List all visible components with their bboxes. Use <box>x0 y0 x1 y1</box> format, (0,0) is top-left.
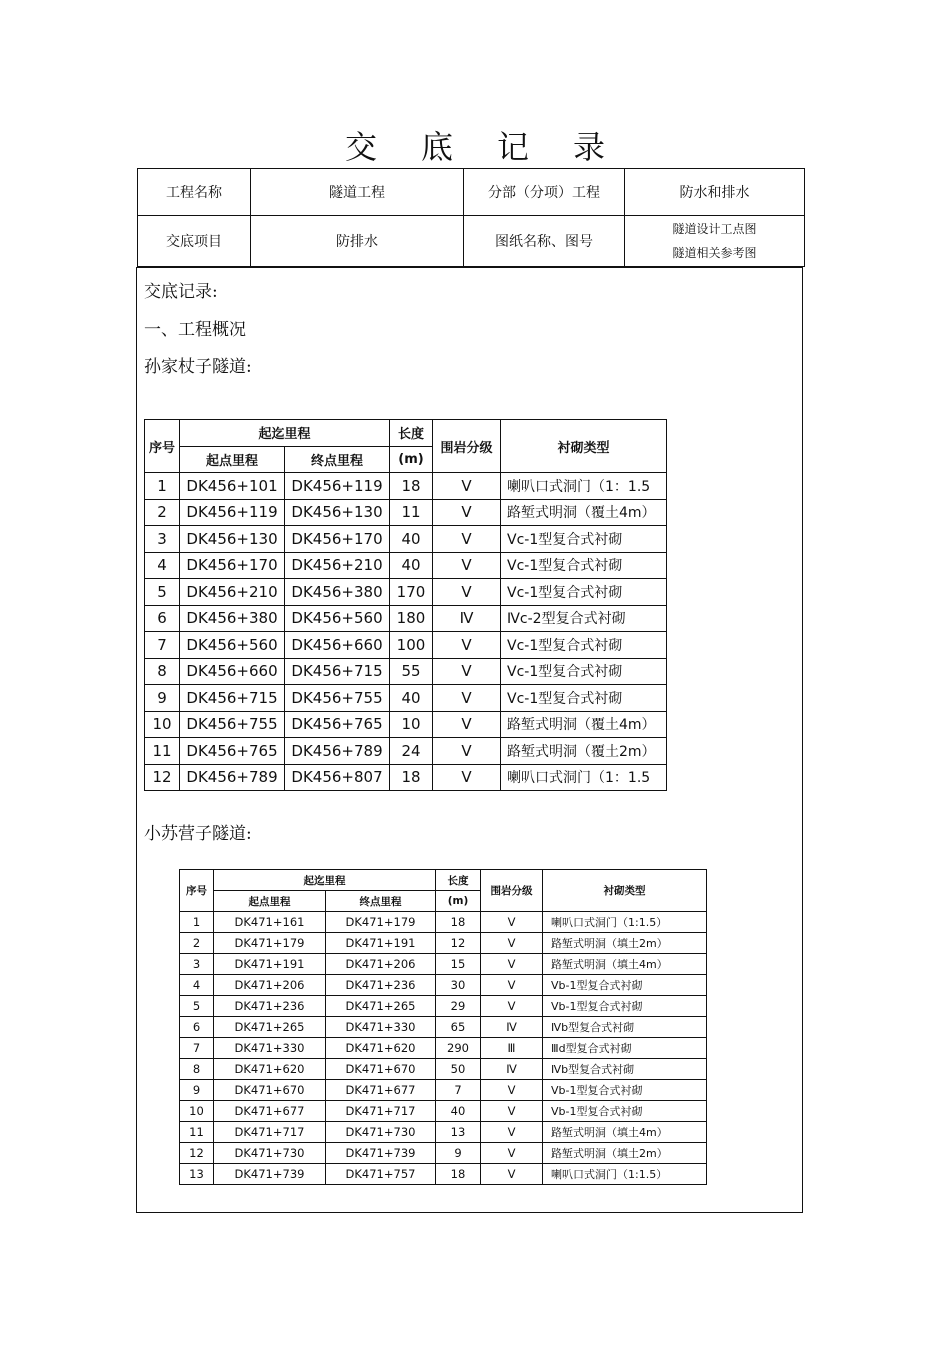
seq-cell: 9 <box>145 685 180 712</box>
length-cell: 290 <box>436 1038 481 1059</box>
length-cell: 10 <box>390 711 433 738</box>
start-cell: DK471+206 <box>214 975 326 996</box>
lining-header: 衬砌类型 <box>543 870 707 912</box>
record-label: 交底记录: <box>144 282 218 302</box>
seq-cell: 12 <box>180 1143 214 1164</box>
length-cell: 29 <box>436 996 481 1017</box>
length-header: 长度 <box>436 870 481 891</box>
rock-cell: Ⅴ <box>481 975 543 996</box>
tunnel2-name: 小苏营子隧道: <box>144 824 252 844</box>
lining-cell: Ⅴb-1型复合式衬砌 <box>543 996 707 1017</box>
length-cell: 18 <box>390 764 433 791</box>
length-cell: 18 <box>390 473 433 500</box>
drawing-value-line: 隧道设计工点图 <box>672 222 757 236</box>
end-cell: DK456+807 <box>285 764 390 791</box>
length-cell: 55 <box>390 658 433 685</box>
length-cell: 180 <box>390 605 433 632</box>
length-cell: 65 <box>436 1017 481 1038</box>
length-cell: 40 <box>390 685 433 712</box>
start-cell: DK456+130 <box>180 526 285 553</box>
lining-cell: Ⅳc-2型复合式衬砌 <box>501 605 667 632</box>
start-cell: DK456+119 <box>180 499 285 526</box>
length-cell: 7 <box>436 1080 481 1101</box>
length-cell: 100 <box>390 632 433 659</box>
start-cell: DK471+236 <box>214 996 326 1017</box>
start-cell: DK471+677 <box>214 1101 326 1122</box>
start-cell: DK471+670 <box>214 1080 326 1101</box>
seq-cell: 13 <box>180 1164 214 1185</box>
lining-cell: Ⅴb-1型复合式衬砌 <box>543 1101 707 1122</box>
end-cell: DK471+677 <box>326 1080 436 1101</box>
subproject-value: 防水和排水 <box>625 169 805 216</box>
rock-cell: Ⅴ <box>433 473 501 500</box>
start-cell: DK456+560 <box>180 632 285 659</box>
seq-cell: 2 <box>145 499 180 526</box>
length-cell: 30 <box>436 975 481 996</box>
table-row <box>180 1017 707 1038</box>
lining-cell: 路堑式明洞（覆土4m） <box>501 711 667 738</box>
seq-cell: 10 <box>180 1101 214 1122</box>
end-cell: DK471+739 <box>326 1143 436 1164</box>
seq-cell: 9 <box>180 1080 214 1101</box>
length-cell: 18 <box>436 1164 481 1185</box>
start-header: 起点里程 <box>214 891 326 912</box>
table-row <box>145 605 667 632</box>
table-row <box>145 499 667 526</box>
end-cell: DK456+560 <box>285 605 390 632</box>
title-char: 录 <box>573 128 606 166</box>
table-row <box>180 933 707 954</box>
length-cell: 15 <box>436 954 481 975</box>
lining-cell: Ⅴb-1型复合式衬砌 <box>543 1080 707 1101</box>
end-cell: DK471+670 <box>326 1059 436 1080</box>
rock-cell: Ⅳ <box>481 1017 543 1038</box>
table-header-row <box>145 420 667 447</box>
lining-cell: 喇叭口式洞门（1：1.5 <box>501 473 667 500</box>
unit-header: (m) <box>436 891 481 912</box>
end-cell: DK456+119 <box>285 473 390 500</box>
title-char: 底 <box>420 128 453 166</box>
seq-cell: 12 <box>145 764 180 791</box>
start-cell: DK456+170 <box>180 552 285 579</box>
rock-cell: Ⅴ <box>433 632 501 659</box>
rock-cell: Ⅴ <box>433 579 501 606</box>
start-cell: DK471+265 <box>214 1017 326 1038</box>
start-cell: DK471+739 <box>214 1164 326 1185</box>
end-cell: DK456+755 <box>285 685 390 712</box>
lining-cell: Ⅴc-1型复合式衬砌 <box>501 526 667 553</box>
end-cell: DK456+715 <box>285 658 390 685</box>
end-cell: DK471+717 <box>326 1101 436 1122</box>
rock-cell: Ⅴ <box>433 552 501 579</box>
rock-cell: Ⅲ <box>481 1038 543 1059</box>
lining-cell: Ⅴc-1型复合式衬砌 <box>501 579 667 606</box>
length-cell: 24 <box>390 738 433 765</box>
seq-cell: 2 <box>180 933 214 954</box>
table-row <box>145 738 667 765</box>
title-char: 交 <box>344 128 377 166</box>
tunnel1-name: 孙家杖子隧道: <box>144 357 252 377</box>
start-cell: DK456+765 <box>180 738 285 765</box>
start-cell: DK456+210 <box>180 579 285 606</box>
item-value: 防排水 <box>251 216 464 267</box>
rock-cell: Ⅴ <box>433 685 501 712</box>
table-row <box>180 1038 707 1059</box>
lining-cell: 喇叭口式洞门（1：1.5 <box>501 764 667 791</box>
header-row <box>138 216 805 267</box>
lining-cell: 喇叭口式洞门（1:1.5） <box>543 1164 707 1185</box>
table-row <box>180 954 707 975</box>
table-row <box>145 526 667 553</box>
rock-cell: Ⅴ <box>481 1143 543 1164</box>
start-cell: DK471+191 <box>214 954 326 975</box>
rock-cell: Ⅴ <box>481 996 543 1017</box>
subproject-label: 分部（分项）工程 <box>464 169 625 216</box>
seq-cell: 6 <box>145 605 180 632</box>
lining-cell: Ⅴc-1型复合式衬砌 <box>501 632 667 659</box>
table-row <box>145 579 667 606</box>
table-row <box>180 975 707 996</box>
length-header: 长度 <box>390 420 433 447</box>
rock-cell: Ⅳ <box>481 1059 543 1080</box>
lining-cell: Ⅴb-1型复合式衬砌 <box>543 975 707 996</box>
end-cell: DK456+660 <box>285 632 390 659</box>
start-cell: DK471+330 <box>214 1038 326 1059</box>
lining-cell: 路堑式明洞（填土4m） <box>543 1122 707 1143</box>
table-row <box>145 632 667 659</box>
seq-cell: 8 <box>145 658 180 685</box>
table-row <box>145 764 667 791</box>
end-cell: DK471+236 <box>326 975 436 996</box>
length-cell: 18 <box>436 912 481 933</box>
lining-cell: Ⅴc-1型复合式衬砌 <box>501 685 667 712</box>
end-cell: DK471+265 <box>326 996 436 1017</box>
seq-header: 序号 <box>180 870 214 912</box>
rock-cell: Ⅴ <box>481 1122 543 1143</box>
length-cell: 13 <box>436 1122 481 1143</box>
length-cell: 12 <box>436 933 481 954</box>
start-cell: DK456+715 <box>180 685 285 712</box>
rock-header: 围岩分级 <box>433 420 501 473</box>
table-row <box>180 1059 707 1080</box>
unit-header: (m) <box>390 446 433 473</box>
seq-header: 序号 <box>145 420 180 473</box>
header-row <box>138 169 805 216</box>
end-cell: DK471+730 <box>326 1122 436 1143</box>
lining-cell: 路堑式明洞（填土2m） <box>543 1143 707 1164</box>
header-table <box>137 168 805 267</box>
seq-cell: 6 <box>180 1017 214 1038</box>
lining-cell: 路堑式明洞（填土2m） <box>543 933 707 954</box>
drawing-label: 图纸名称、图号 <box>464 216 625 267</box>
rock-cell: Ⅴ <box>481 1080 543 1101</box>
length-cell: 50 <box>436 1059 481 1080</box>
rock-header: 围岩分级 <box>481 870 543 912</box>
project-name-value: 隧道工程 <box>251 169 464 216</box>
length-cell: 40 <box>436 1101 481 1122</box>
length-cell: 40 <box>390 552 433 579</box>
lining-cell: 路堑式明洞（覆土2m） <box>501 738 667 765</box>
seq-cell: 11 <box>145 738 180 765</box>
table-header-row <box>180 870 707 891</box>
lining-cell: 路堑式明洞（填土4m） <box>543 954 707 975</box>
rock-cell: Ⅴ <box>433 711 501 738</box>
seq-cell: 3 <box>180 954 214 975</box>
seq-cell: 7 <box>145 632 180 659</box>
seq-cell: 10 <box>145 711 180 738</box>
section-heading: 一、工程概况 <box>144 320 246 340</box>
seq-cell: 3 <box>145 526 180 553</box>
length-cell: 9 <box>436 1143 481 1164</box>
item-label: 交底项目 <box>138 216 251 267</box>
seq-cell: 5 <box>145 579 180 606</box>
table-row <box>180 1164 707 1185</box>
drawing-value <box>625 216 805 267</box>
page-title <box>0 122 950 168</box>
seq-cell: 7 <box>180 1038 214 1059</box>
rock-cell: Ⅴ <box>433 658 501 685</box>
end-cell: DK471+757 <box>326 1164 436 1185</box>
end-header: 终点里程 <box>326 891 436 912</box>
lining-cell: Ⅲd型复合式衬砌 <box>543 1038 707 1059</box>
lining-cell: Ⅴc-1型复合式衬砌 <box>501 552 667 579</box>
seq-cell: 4 <box>180 975 214 996</box>
tunnel1-table <box>144 419 667 791</box>
start-cell: DK471+179 <box>214 933 326 954</box>
start-cell: DK456+660 <box>180 658 285 685</box>
start-cell: DK456+789 <box>180 764 285 791</box>
lining-cell: Ⅴc-1型复合式衬砌 <box>501 658 667 685</box>
end-cell: DK456+765 <box>285 711 390 738</box>
rock-cell: Ⅴ <box>433 499 501 526</box>
rock-cell: Ⅴ <box>481 1101 543 1122</box>
table-row <box>180 1122 707 1143</box>
rock-cell: Ⅴ <box>481 912 543 933</box>
range-header: 起迄里程 <box>180 420 390 447</box>
rock-cell: Ⅴ <box>433 738 501 765</box>
start-cell: DK471+730 <box>214 1143 326 1164</box>
project-name-label: 工程名称 <box>138 169 251 216</box>
start-cell: DK471+161 <box>214 912 326 933</box>
tunnel2-table <box>179 869 707 1185</box>
start-cell: DK456+101 <box>180 473 285 500</box>
drawing-value-line: 隧道相关参考图 <box>672 246 757 260</box>
seq-cell: 1 <box>145 473 180 500</box>
seq-cell: 8 <box>180 1059 214 1080</box>
end-cell: DK456+170 <box>285 526 390 553</box>
lining-cell: Ⅳb型复合式衬砌 <box>543 1059 707 1080</box>
end-cell: DK471+179 <box>326 912 436 933</box>
start-header: 起点里程 <box>180 446 285 473</box>
table-row <box>145 711 667 738</box>
end-cell: DK456+130 <box>285 499 390 526</box>
end-cell: DK471+330 <box>326 1017 436 1038</box>
rock-cell: Ⅴ <box>481 1164 543 1185</box>
length-cell: 40 <box>390 526 433 553</box>
seq-cell: 5 <box>180 996 214 1017</box>
end-cell: DK471+620 <box>326 1038 436 1059</box>
table-row <box>145 552 667 579</box>
table-row <box>180 912 707 933</box>
end-cell: DK471+191 <box>326 933 436 954</box>
seq-cell: 11 <box>180 1122 214 1143</box>
rock-cell: Ⅴ <box>481 954 543 975</box>
lining-cell: 路堑式明洞（覆土4m） <box>501 499 667 526</box>
table-row <box>145 685 667 712</box>
length-cell: 11 <box>390 499 433 526</box>
rock-cell: Ⅳ <box>433 605 501 632</box>
end-cell: DK456+380 <box>285 579 390 606</box>
length-cell: 170 <box>390 579 433 606</box>
rock-cell: Ⅴ <box>433 526 501 553</box>
end-cell: DK471+206 <box>326 954 436 975</box>
range-header: 起迄里程 <box>214 870 436 891</box>
table-row <box>180 1143 707 1164</box>
start-cell: DK471+620 <box>214 1059 326 1080</box>
end-cell: DK456+210 <box>285 552 390 579</box>
title-char: 记 <box>497 128 530 166</box>
table-row <box>145 473 667 500</box>
end-header: 终点里程 <box>285 446 390 473</box>
rock-cell: Ⅴ <box>481 933 543 954</box>
start-cell: DK456+755 <box>180 711 285 738</box>
rock-cell: Ⅴ <box>433 764 501 791</box>
start-cell: DK471+717 <box>214 1122 326 1143</box>
lining-cell: Ⅳb型复合式衬砌 <box>543 1017 707 1038</box>
table-row <box>180 1080 707 1101</box>
table-row <box>145 658 667 685</box>
lining-cell: 喇叭口式洞门（1:1.5） <box>543 912 707 933</box>
table-row <box>180 996 707 1017</box>
end-cell: DK456+789 <box>285 738 390 765</box>
lining-header: 衬砌类型 <box>501 420 667 473</box>
start-cell: DK456+380 <box>180 605 285 632</box>
table-row <box>180 1101 707 1122</box>
seq-cell: 4 <box>145 552 180 579</box>
seq-cell: 1 <box>180 912 214 933</box>
